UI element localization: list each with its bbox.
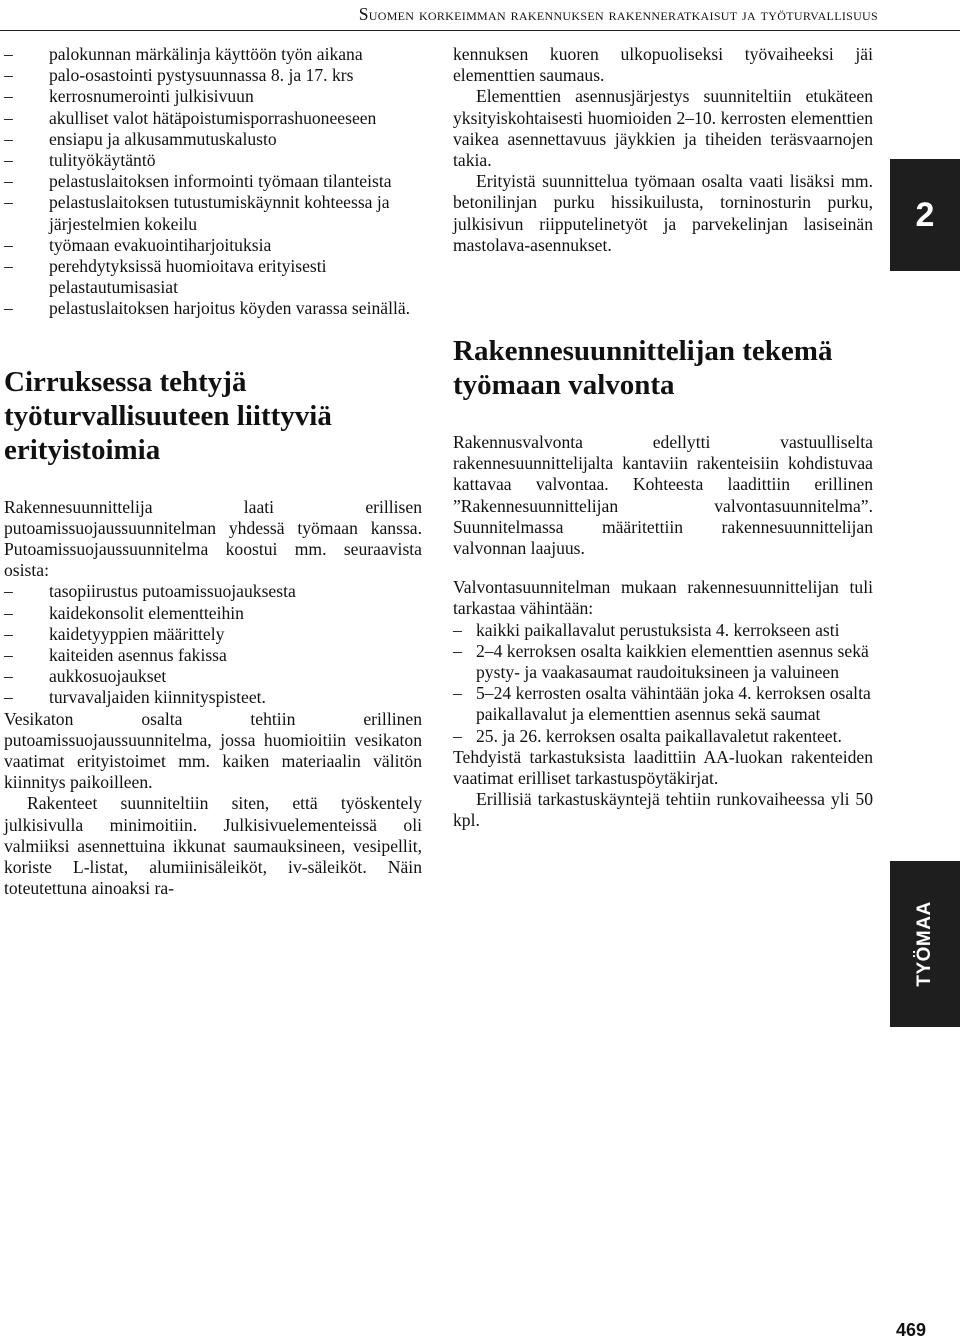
section-heading-supervision: Rakennesuunnittelijan tekemä työmaan valvonta: [453, 335, 833, 402]
paragraph: Vesikaton osalta tehtiin erillinen putoamissuojaussuunnitelma, jossa huomioitiin vesikaton vaatimat erityistoimet mm. kaiken materiaalin välitön kiinnitys paikoilleen.: [4, 708, 422, 793]
page-number: 469: [896, 1320, 927, 1340]
list-item: – palokunnan märkälinja käyttöön työn aikana: [4, 44, 422, 65]
paragraph: Rakennesuunnittelija laati erillisen putoamissuojaussuunnitelman yhdessä työmaan kanssa. Putoamissuojaussuunnitelma koostui mm. seuraavista osista:: [4, 496, 422, 581]
list-item: – tulityökäytäntö: [4, 150, 422, 171]
inspection-list: [453, 620, 873, 747]
list-item: – kaikki paikallavalut perustuksista 4. kerrokseen asti: [453, 620, 873, 641]
section-heading-safety: Cirruksessa tehtyjä työturvallisuuteen liittyviä erityistoimia: [4, 365, 332, 466]
paragraph: Rakennusvalvonta edellytti vastuulliselta rakennesuunnittelijalta kantaviin rakenteisiin kohdistuvaa kattavaa valvontaa. Kohteesta laadittiin erillinen ”Rakennesuunnittelijan valvontasuunnitelma”. Suunnitelmassa määritettiin rakennesuunnittelijan valvonnan laajuus.: [453, 432, 873, 559]
paragraph: Valvontasuunnitelman mukaan rakennesuunnittelijan tuli tarkastaa vähintään:: [453, 577, 873, 619]
paragraph: Erityistä suunnittelua työmaan osalta vaati lisäksi mm. betonilinjan purku hissikuilusta, torninosturin purku, julkisivun riipputelinetyöt ja parvekelinjan lasiseinän mastolava-asennukset.: [453, 171, 873, 255]
fire-safety-list: [4, 44, 422, 320]
list-item: – kerrosnumerointi julkisivuun: [4, 86, 422, 107]
list-item: – kaiteiden asennus fakissa: [4, 645, 422, 666]
paragraph: Tehdyistä tarkastuksista laadittiin AA-luokan rakenteiden vaatimat erilliset tarkastuspöytäkirjat.: [453, 746, 873, 789]
list-item: – perehdytyksissä huomioitava erityisesti pelastautumisasiat: [4, 256, 422, 298]
list-item: – 2–4 kerroksen osalta kaikkien elementtien asennus sekä pysty- ja vaakasaumat raudoituksineen ja valuineen: [453, 641, 873, 683]
running-header: Suomen korkeimman rakennuksen rakenneratkaisut ja työturvallisuus: [358, 4, 878, 24]
list-item: – 5–24 kerrosten osalta vähintään joka 4. kerroksen osalta paikallavalut ja elementtien asennus sekä saumat: [453, 683, 873, 725]
right-column: [453, 44, 873, 832]
fall-protection-list: [4, 581, 422, 708]
chapter-number-tab: 2: [890, 159, 960, 271]
paragraph: kennuksen kuoren ulkopuoliseksi työvaiheeksi jäi elementtien saumaus.: [453, 44, 873, 86]
list-item: – tasopiirustus putoamissuojauksesta: [4, 581, 422, 602]
paragraph: Rakenteet suunniteltiin siten, että työskentely julkisivulla minimoitiin. Julkisivuelementeissä oli valmiiksi asennettuina ikkunat saumauksineen, vesipellit, koriste L-listat, alumiinisäleiköt, iv-säleiköt. Näin toteutettuna ainoaksi ra-: [4, 793, 422, 899]
list-item: – kaidetyyppien määrittely: [4, 624, 422, 645]
list-item: – 25. ja 26. kerroksen osalta paikallavaletut rakenteet.: [453, 726, 873, 747]
list-item: – pelastuslaitoksen tutustumiskäynnit kohteessa ja järjestelmien kokeilu: [4, 192, 422, 234]
header-rule: [0, 30, 960, 31]
paragraph: Elementtien asennusjärjestys suunniteltiin etukäteen yksityiskohtaisesti huomioiden 2–10. kerrosten elementtien vaikea asennettavuus jäykkien ja tiheiden teräsvaarnojen takia.: [453, 86, 873, 171]
list-item: – pelastuslaitoksen informointi työmaan tilanteista: [4, 171, 422, 192]
list-item: – palo-osastointi pystysuunnassa 8. ja 17. krs: [4, 65, 422, 86]
section-tab-label: TYÖMAA: [914, 901, 935, 987]
list-item: – kaidekonsolit elementteihin: [4, 603, 422, 624]
section-tab: [890, 861, 960, 1027]
left-column: [4, 44, 422, 900]
list-item: – ensiapu ja alkusammutuskalusto: [4, 129, 422, 150]
list-item: – pelastuslaitoksen harjoitus köyden varassa seinällä.: [4, 298, 422, 319]
list-item: – työmaan evakuointiharjoituksia: [4, 235, 422, 256]
paragraph: Erillisiä tarkastuskäyntejä tehtiin runkovaiheessa yli 50 kpl.: [453, 789, 873, 831]
list-item: – aukkosuojaukset: [4, 666, 422, 687]
list-item: – turvavaljaiden kiinnityspisteet.: [4, 687, 422, 708]
list-item: – akulliset valot hätäpoistumisporrashuoneeseen: [4, 108, 422, 129]
